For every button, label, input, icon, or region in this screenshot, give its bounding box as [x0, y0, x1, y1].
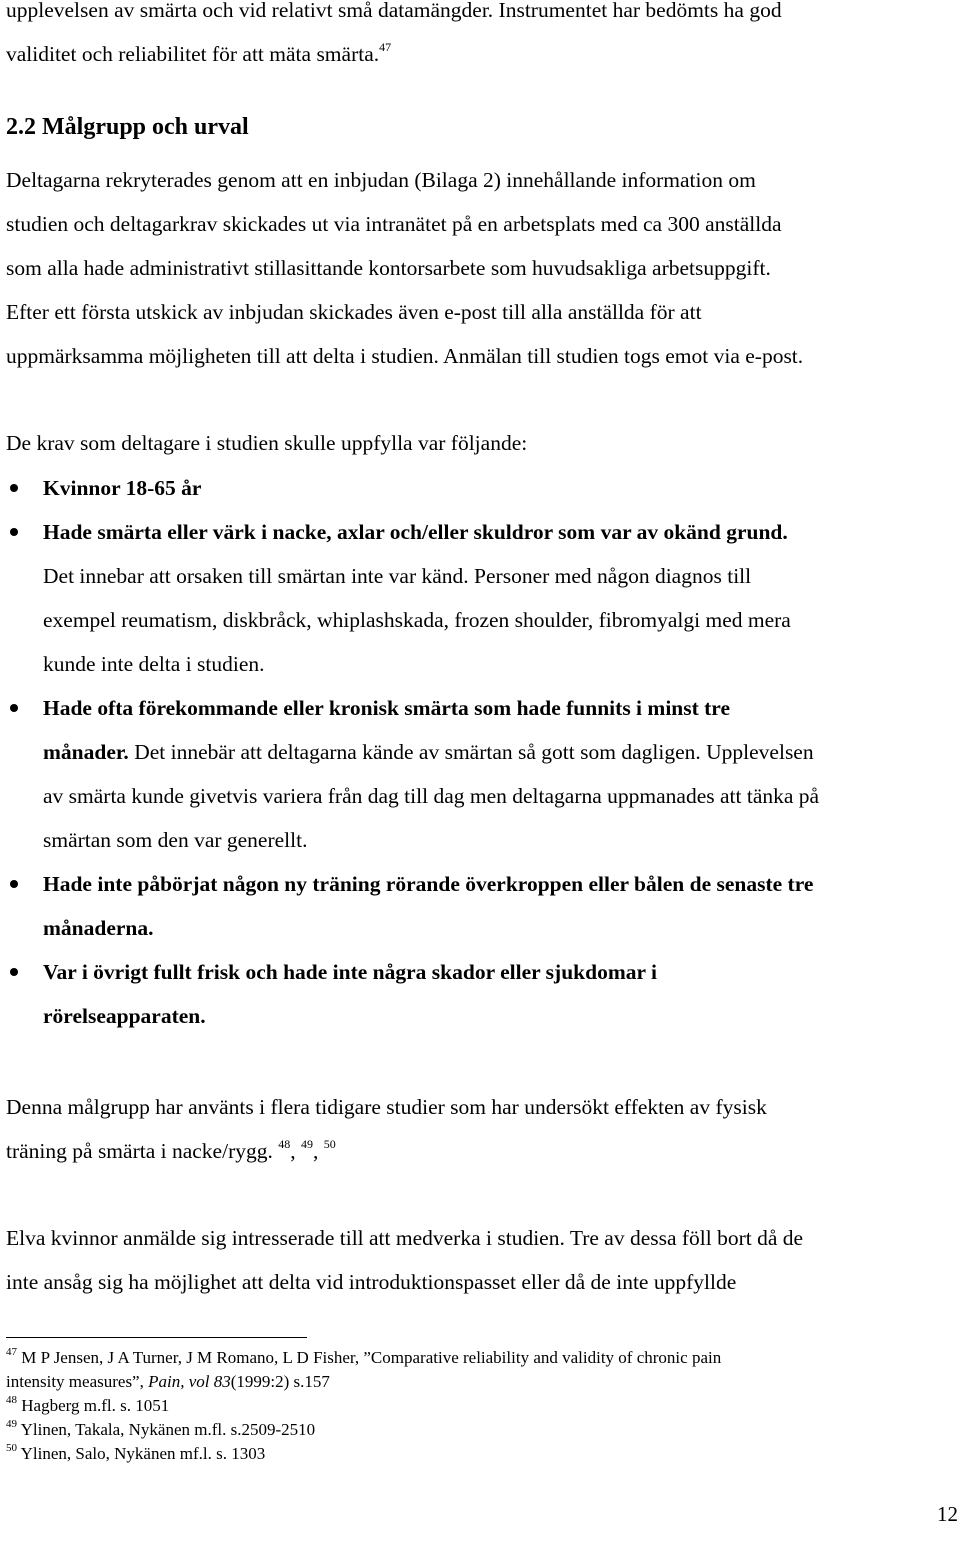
intro-paragraph [6, 0, 950, 76]
intro-line-2: validitet och reliabilitet för att mäta smärta.$^{47}$ [6, 40, 392, 66]
bullet-icon [10, 484, 18, 492]
footnote-48: $^{48}$ Hagberg m.fl. s. 1051 [6, 1394, 170, 1415]
footnote-ref-48: 48 [278, 1137, 291, 1151]
bullet-icon [10, 528, 18, 536]
bullet-icon [10, 968, 18, 976]
footnote-49: $^{49}$ Ylinen, Takala, Nykänen m.fl. s.2509-2510 [6, 1418, 316, 1439]
participants-paragraph: Elva kvinnor anmälde sig intresserade till att medverka i studien. Tre av dessa föll bort då de inte ansåg sig ha möjlighet att delta vid introduktionspasset eller då de inte uppfyllde [6, 1226, 804, 1294]
criteria-item: Hade ofta förekommande eller kronisk smärta som hade funnits i minst tre månader. Det innebär att deltagarna kände av smärtan så gott som dagligen. Upplevelsen av smärta kunde givetvis variera från dag till dag men deltagarna uppmanades att tänka på smärtan som den var generellt. [0, 686, 954, 862]
intro-line-1: upplevelsen av smärta och vid relativt små datamängder. Instrumentet har bedömts ha god [6, 0, 782, 22]
recruitment-paragraph [6, 158, 950, 378]
bullet-icon [10, 704, 18, 712]
criteria-item: Var i övrigt fullt frisk och hade inte några skador eller sjukdomar i rörelseapparaten. [0, 950, 954, 1038]
para1-line: Deltagarna rekryterades genom att en inbjudan (Bilaga 2) innehållande information om [6, 168, 756, 192]
footnote-ref-47: 47 [379, 40, 392, 54]
bullet-icon [10, 880, 18, 888]
criteria-intro: De krav som deltagare i studien skulle uppfylla var följande: [6, 431, 528, 455]
section-heading: 2.2 Målgrupp och urval [6, 114, 249, 140]
para1-line: Efter ett första utskick av inbjudan skickades även e-post till alla anställda för att [6, 300, 702, 324]
footnote-ref-49: 49 [301, 1137, 313, 1151]
para1-line: uppmärksamma möjligheten till att delta i studien. Anmälan till studien togs emot via e-post. [6, 344, 804, 368]
target-group-paragraph: Denna målgrupp har använts i flera tidigare studier som har undersökt effekten av fysisk träning på smärta i nacke/rygg. $^{48}$, $^{49}$, $^{50}$ [6, 1095, 767, 1163]
para1-line: studien och deltagarkrav skickades ut via intranätet på en arbetsplats med ca 300 anställda [6, 212, 782, 236]
para1-line: som alla hade administrativt stillasittande kontorsarbete som huvudsakliga arbetsuppgift. [6, 256, 771, 280]
page-number: 12 [937, 1502, 958, 1526]
footnote-50: $^{50}$ Ylinen, Salo, Nykänen mf.l. s. 1303 [6, 1442, 266, 1463]
criteria-item: Kvinnor 18-65 år [0, 466, 954, 510]
criteria-item: Hade inte påbörjat någon ny träning rörande överkroppen eller bålen de senaste tre månaderna. [0, 862, 954, 950]
footnote-47: $^{47}$ M P Jensen, J A Turner, J M Romano, L D Fisher, ”Comparative reliability and validity of chronic pain [6, 1346, 722, 1367]
criteria-item: Hade smärta eller värk i nacke, axlar och/eller skuldror som var av okänd grund. Det innebar att orsaken till smärtan inte var känd. Personer med någon diagnos till exempel reumatism, diskbråck, whiplashskada, frozen shoulder, fibromyalgi med mera kunde inte delta i studien. [0, 510, 954, 686]
footnote-ref-50: 50 [323, 1137, 336, 1151]
footnotes: $^{47}$ M P Jensen, J A Turner, J M Romano, L D Fisher, ”Comparative reliability and validity of chronic pain intensity measures”, Pain, vol 83(1999:2) s.157 $^{48}$ Hagberg m.fl. s. 1051 $^{49}$ Ylinen, Takala, Nykänen m.fl. s.2509-2510 $^{50}$ Ylinen, Salo, Nykänen mf.l. s. 1303 [6, 1346, 950, 1466]
criteria-list [0, 466, 954, 1038]
footnote-divider [6, 1337, 307, 1338]
